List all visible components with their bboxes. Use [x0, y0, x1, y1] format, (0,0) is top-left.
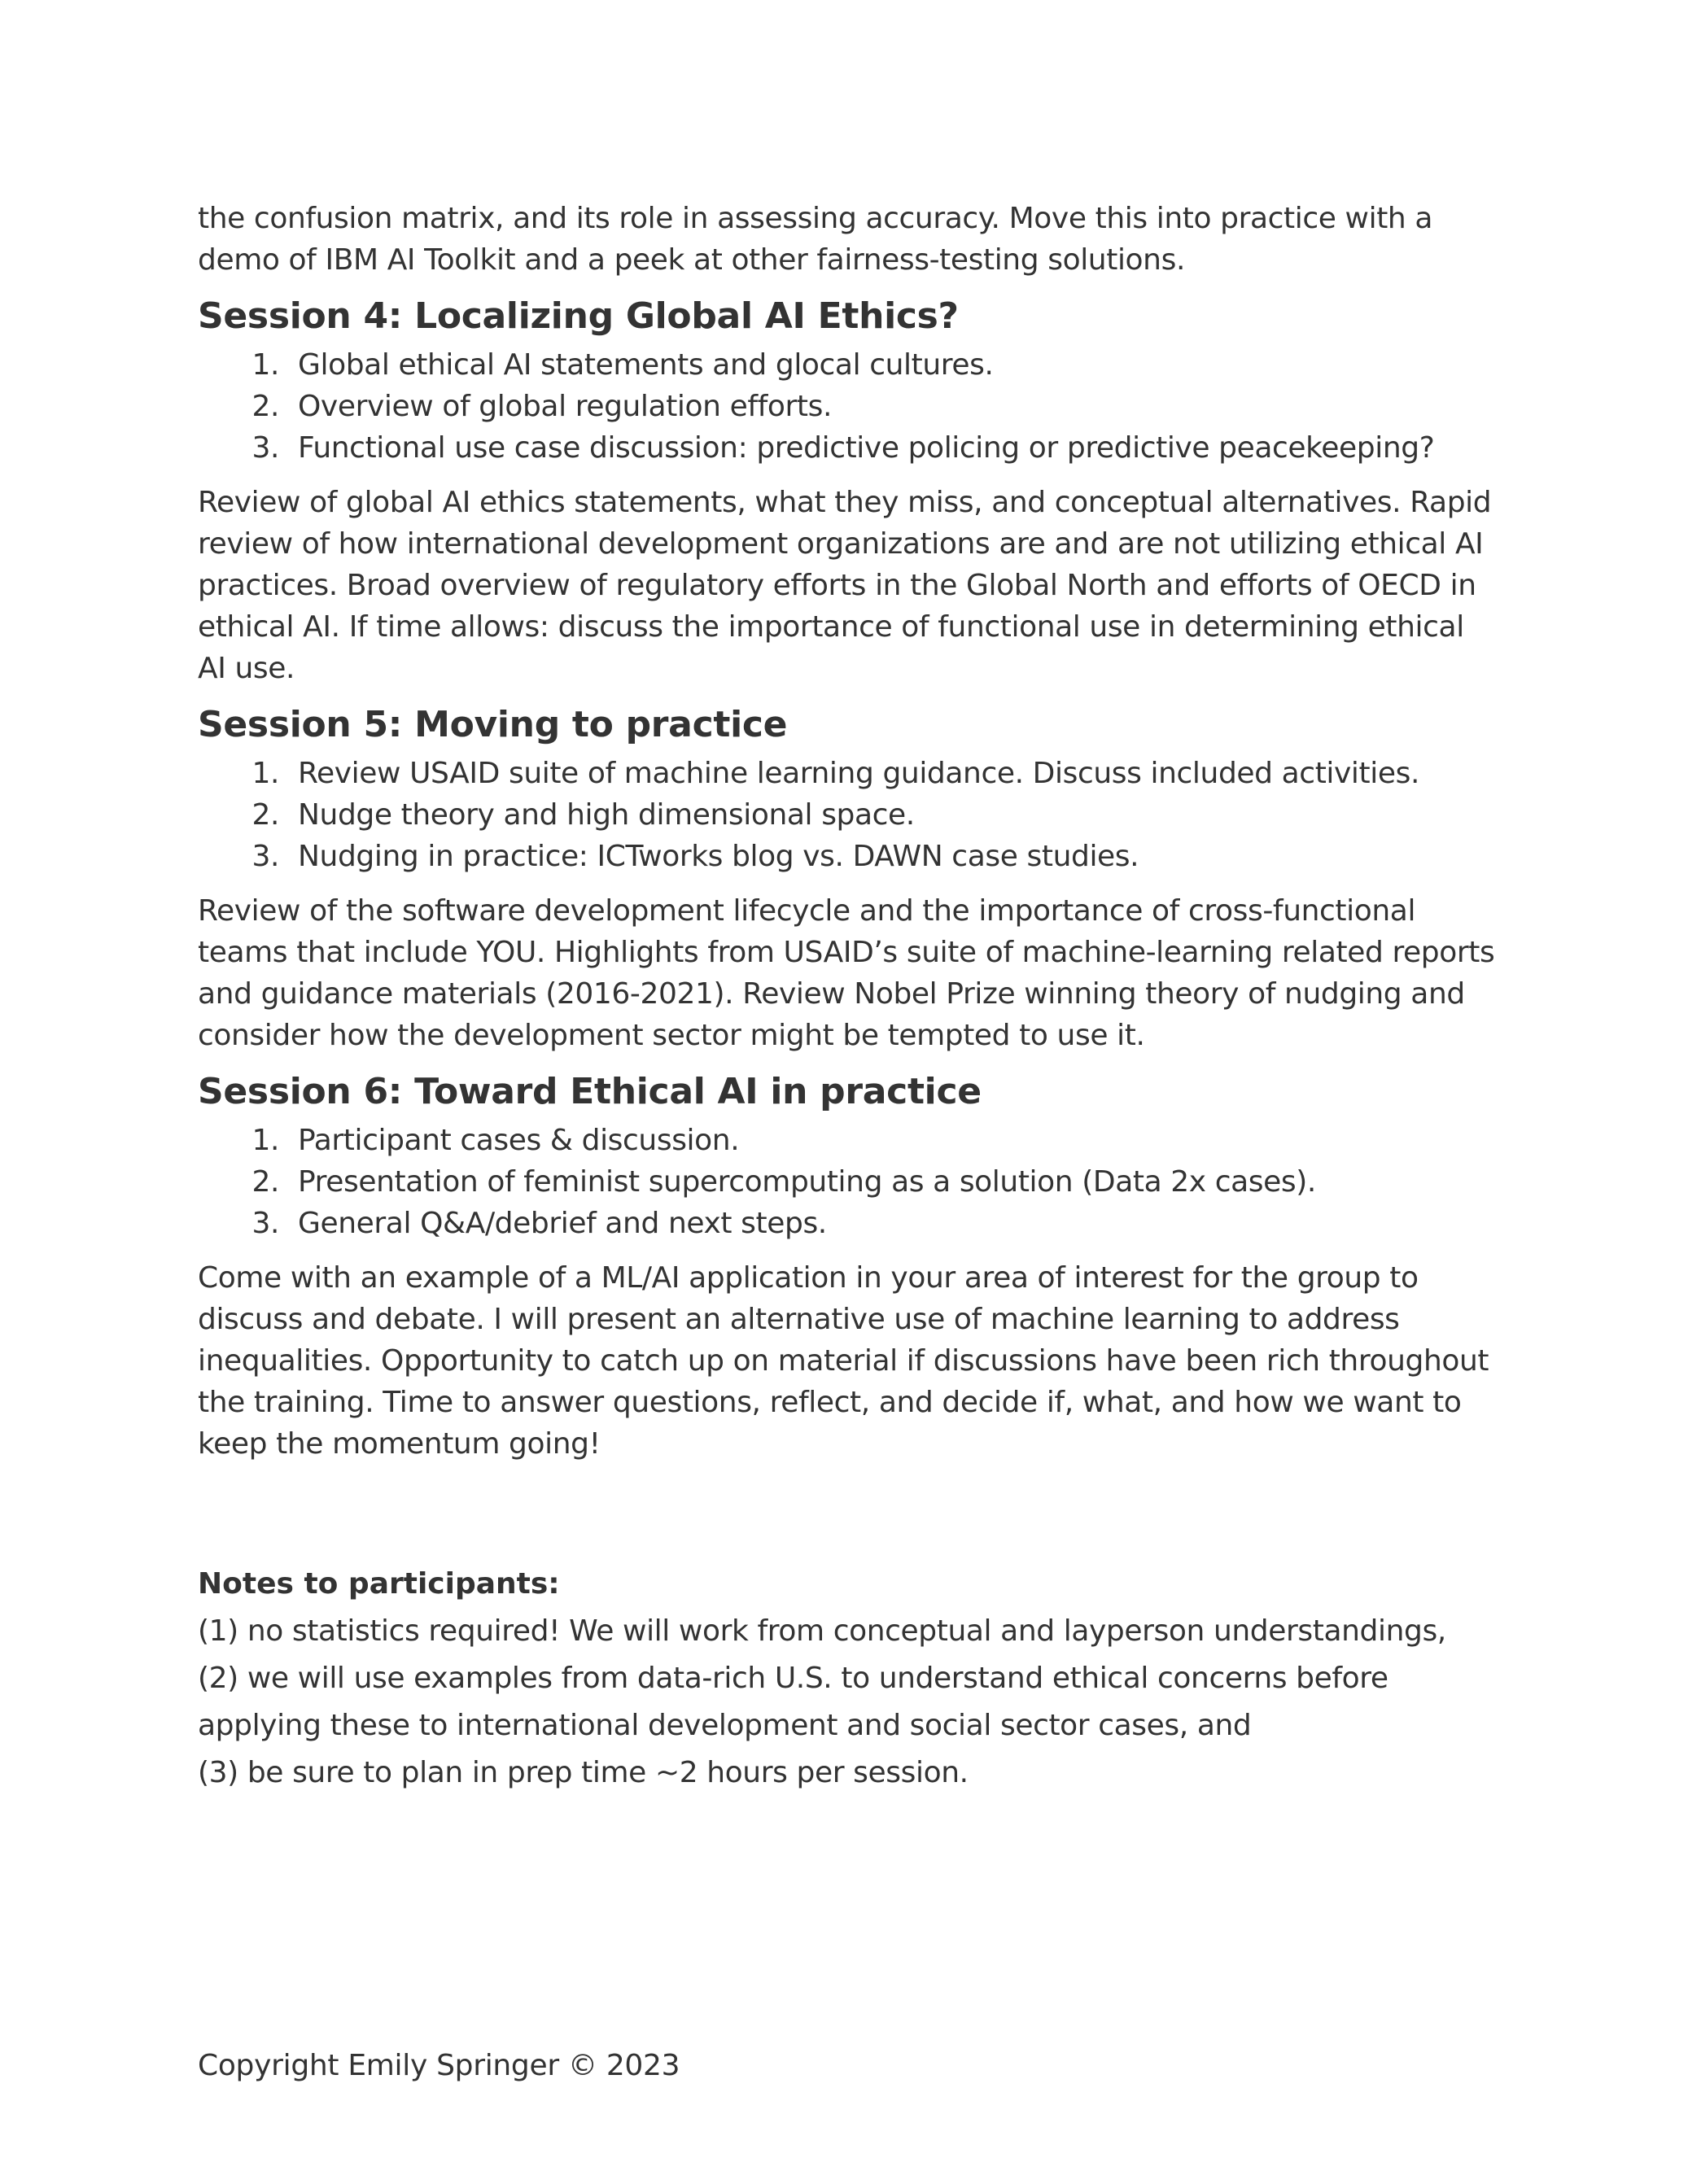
list-number: 1. — [251, 757, 279, 790]
session-4 — [198, 292, 1500, 689]
session-title: Session 5: Moving to practice — [198, 704, 788, 745]
list-item — [198, 794, 1500, 836]
list-number: 1. — [251, 348, 279, 382]
list-item-text: Participant cases & discussion. — [298, 1124, 740, 1157]
list-item-text: Overview of global regulation efforts. — [298, 390, 833, 423]
session-title: Session 6: Toward Ethical AI in practice — [198, 1071, 982, 1112]
list-item-text: Nudging in practice: ICTworks blog vs. DAWN case studies. — [298, 840, 1139, 873]
session-description: Review of the software development lifecycle and the importance of cross-functional teams that include YOU. Highlights from USAID’s suite of machine-learning related reports and guidance materials (2016-2021). Review Nobel Prize winning theory of nudging and consider how the development sector might be tempted to use it. — [198, 894, 1495, 1052]
document-page — [198, 198, 1500, 1797]
list-item-text: Review USAID suite of machine learning guidance. Discuss included activities. — [298, 757, 1419, 790]
notes-to-participants — [198, 1561, 1500, 1797]
session-item-list — [198, 344, 1500, 469]
session-6 — [198, 1068, 1500, 1465]
list-item — [198, 427, 1500, 469]
session-description: Come with an example of a ML/AI application in your area of interest for the group to discuss and debate. I will present an alternative use of machine learning to address inequalities. Opportunity to catch up on material if discussions have been rich throughout the training. Time to answer questions, reflect, and decide if, what, and how we want to keep the momentum going! — [198, 1261, 1489, 1461]
list-item-text: General Q&A/debrief and next steps. — [298, 1207, 827, 1240]
list-item-text: Nudge theory and high dimensional space. — [298, 798, 915, 832]
list-item-text: Functional use case discussion: predictive policing or predictive peacekeeping? — [298, 431, 1435, 465]
note-line: applying these to international development and social sector cases, and — [198, 1709, 1252, 1742]
session-description: Review of global AI ethics statements, what they miss, and conceptual alternatives. Rapid review of how international development organizations are and are not utilizing ethical AI practices. Broad overview of regulatory efforts in the Global North and efforts of OECD in ethical AI. If time allows: discuss the importance of functional use in determining ethical AI use. — [198, 486, 1492, 685]
list-item — [198, 753, 1500, 794]
list-item-text: Global ethical AI statements and glocal cultures. — [298, 348, 994, 382]
list-number: 2. — [251, 1165, 279, 1199]
list-number: 3. — [251, 840, 279, 873]
list-item — [198, 386, 1500, 427]
note-line: (1) no statistics required! We will work from conceptual and layperson understandings, — [198, 1614, 1446, 1648]
session-5 — [198, 701, 1500, 1056]
notes-title: Notes to participants: — [198, 1567, 560, 1601]
note-line: (2) we will use examples from data-rich U.S. to understand ethical concerns before — [198, 1662, 1388, 1695]
note-line: (3) be sure to plan in prep time ~2 hours per session. — [198, 1756, 969, 1789]
list-item — [198, 1203, 1500, 1244]
list-number: 2. — [251, 798, 279, 832]
list-number: 1. — [251, 1124, 279, 1157]
session-item-list — [198, 753, 1500, 877]
copyright-footer: Copyright Emily Springer © 2023 — [198, 2049, 680, 2082]
list-item — [198, 344, 1500, 386]
list-item — [198, 1161, 1500, 1203]
list-number: 3. — [251, 1207, 279, 1240]
list-number: 2. — [251, 390, 279, 423]
list-item — [198, 836, 1500, 877]
list-item — [198, 1120, 1500, 1161]
session-title: Session 4: Localizing Global AI Ethics? — [198, 295, 959, 337]
list-item-text: Presentation of feminist supercomputing as a solution (Data 2x cases). — [298, 1165, 1316, 1199]
intro-paragraph: the confusion matrix, and its role in assessing accuracy. Move this into practice with a demo of IBM AI Toolkit and a peek at other fairness-testing solutions. — [198, 202, 1433, 277]
list-number: 3. — [251, 431, 279, 465]
session-item-list — [198, 1120, 1500, 1244]
